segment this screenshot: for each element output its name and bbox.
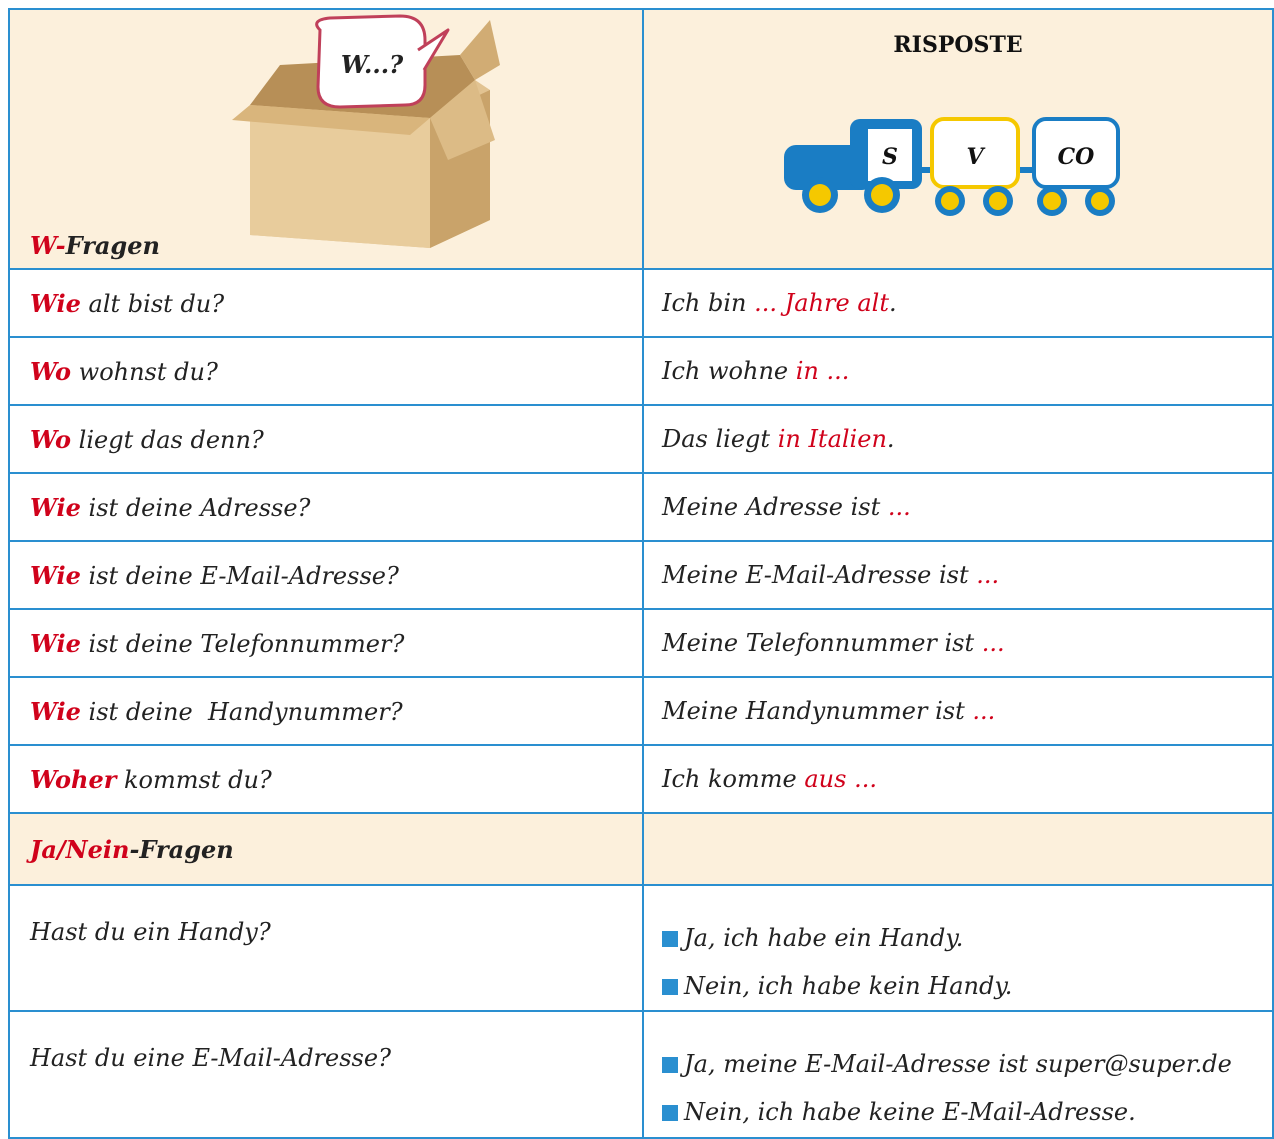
question-cell — [9, 405, 643, 473]
train-label-s: S — [882, 144, 898, 170]
answer-cell — [643, 677, 1273, 745]
square-bullet-icon — [662, 1057, 678, 1073]
answer-text: Meine Telefonnummer ist — [662, 629, 982, 657]
risposte-title: RISPOSTE — [893, 32, 1023, 58]
question-keyword: Woher — [30, 764, 117, 794]
answer-text: Meine Adresse ist — [662, 493, 888, 521]
answer-cell — [643, 337, 1273, 405]
question-text: ist deine E-Mail-Adresse? — [80, 561, 399, 590]
answer-text: Ich bin — [662, 289, 755, 317]
answer-cell — [643, 745, 1273, 813]
w-fragen-rest: Fragen — [65, 231, 160, 260]
table-row — [9, 677, 1273, 745]
square-bullet-icon — [662, 1105, 678, 1121]
question-keyword: Wo — [30, 424, 72, 454]
answer-highlight: ... — [981, 629, 1005, 657]
answer-end: . — [886, 425, 895, 453]
answer-text: Ich wohne — [662, 357, 796, 385]
table-row — [9, 541, 1273, 609]
answer-highlight: ... Jahre alt — [754, 289, 889, 317]
question-keyword: Wie — [30, 696, 81, 726]
table-row — [9, 1011, 1273, 1138]
answer-cell — [643, 609, 1273, 677]
question-keyword: Wie — [30, 560, 81, 590]
question-cell — [9, 885, 643, 1011]
question-cell — [9, 337, 643, 405]
answer-text: Ja, ich habe ein Handy. — [684, 924, 964, 952]
question-text: ist deine Telefonnummer? — [80, 629, 405, 658]
answer-list — [662, 1012, 1272, 1136]
table-row — [9, 885, 1273, 1011]
header-right-cell — [643, 9, 1273, 269]
question-cell — [9, 473, 643, 541]
answer-highlight: ... — [976, 561, 1000, 589]
answer-cell — [643, 885, 1273, 1011]
answer-list — [662, 886, 1272, 1010]
train-label-co: CO — [1057, 144, 1095, 170]
answer-text: Ja, meine E-Mail-Adresse ist super@super.de — [684, 1050, 1232, 1078]
question-cell — [9, 1011, 643, 1138]
question-text: ist deine Handynummer? — [80, 697, 403, 726]
question-cell — [9, 677, 643, 745]
bubble-text: W...? — [340, 50, 404, 79]
question-text: liegt das denn? — [71, 425, 264, 454]
answer-item — [662, 1050, 1232, 1078]
answer-highlight: aus ... — [804, 765, 877, 793]
header-row — [9, 9, 1273, 269]
square-bullet-icon — [662, 931, 678, 947]
svc-train-icon — [782, 115, 1122, 225]
question-keyword: Wie — [30, 288, 81, 318]
table-row — [9, 405, 1273, 473]
table-row — [9, 473, 1273, 541]
answer-highlight: ... — [887, 493, 911, 521]
question-keyword: Wo — [30, 356, 72, 386]
question-cell — [9, 541, 643, 609]
answer-item — [662, 924, 963, 952]
ja-nein-fragen-row — [9, 813, 1273, 885]
question-cell — [9, 745, 643, 813]
answer-item — [662, 972, 1012, 1000]
answer-item — [662, 1098, 1136, 1126]
question-keyword: Wie — [30, 628, 81, 658]
question-text: ist deine Adresse? — [80, 493, 311, 522]
w-fragen-label — [30, 231, 160, 260]
answer-highlight: in ... — [795, 357, 850, 385]
answer-highlight: in Italien — [777, 425, 887, 453]
header-left-cell — [9, 9, 643, 269]
square-bullet-icon — [662, 979, 678, 995]
answer-cell — [643, 1011, 1273, 1138]
answer-text: Das liegt — [662, 425, 778, 453]
answer-cell — [643, 269, 1273, 337]
ja-nein-rest: -Fragen — [129, 834, 234, 864]
answer-text: Meine E-Mail-Adresse ist — [662, 561, 977, 589]
ja-nein-key: Ja/Nein — [30, 834, 130, 864]
answer-cell — [643, 541, 1273, 609]
answer-text: Ich komme — [662, 765, 805, 793]
answer-cell — [643, 405, 1273, 473]
question-text: alt bist du? — [80, 289, 225, 318]
table-row — [9, 609, 1273, 677]
question-text: wohnst du? — [71, 357, 218, 386]
answer-text: Nein, ich habe keine E-Mail-Adresse. — [684, 1098, 1136, 1126]
answer-text: Nein, ich habe kein Handy. — [684, 972, 1013, 1000]
table-row — [9, 745, 1273, 813]
w-fragen-table — [8, 8, 1274, 1139]
answer-cell — [643, 473, 1273, 541]
table-row — [9, 269, 1273, 337]
band-empty-cell — [643, 813, 1273, 885]
ja-nein-fragen-label — [9, 813, 643, 885]
question-text: kommst du? — [116, 765, 272, 794]
question-cell — [9, 609, 643, 677]
w-fragen-key: W- — [30, 231, 66, 260]
question-text: Hast du eine E-Mail-Adresse? — [30, 1044, 391, 1072]
question-keyword: Wie — [30, 492, 81, 522]
answer-highlight: ... — [972, 697, 996, 725]
question-text: Hast du ein Handy? — [30, 918, 271, 946]
answer-end: . — [888, 289, 897, 317]
box-illustration — [220, 10, 510, 260]
table-row — [9, 337, 1273, 405]
train-label-v: V — [966, 144, 984, 170]
answer-text: Meine Handynummer ist — [662, 697, 973, 725]
question-cell — [9, 269, 643, 337]
